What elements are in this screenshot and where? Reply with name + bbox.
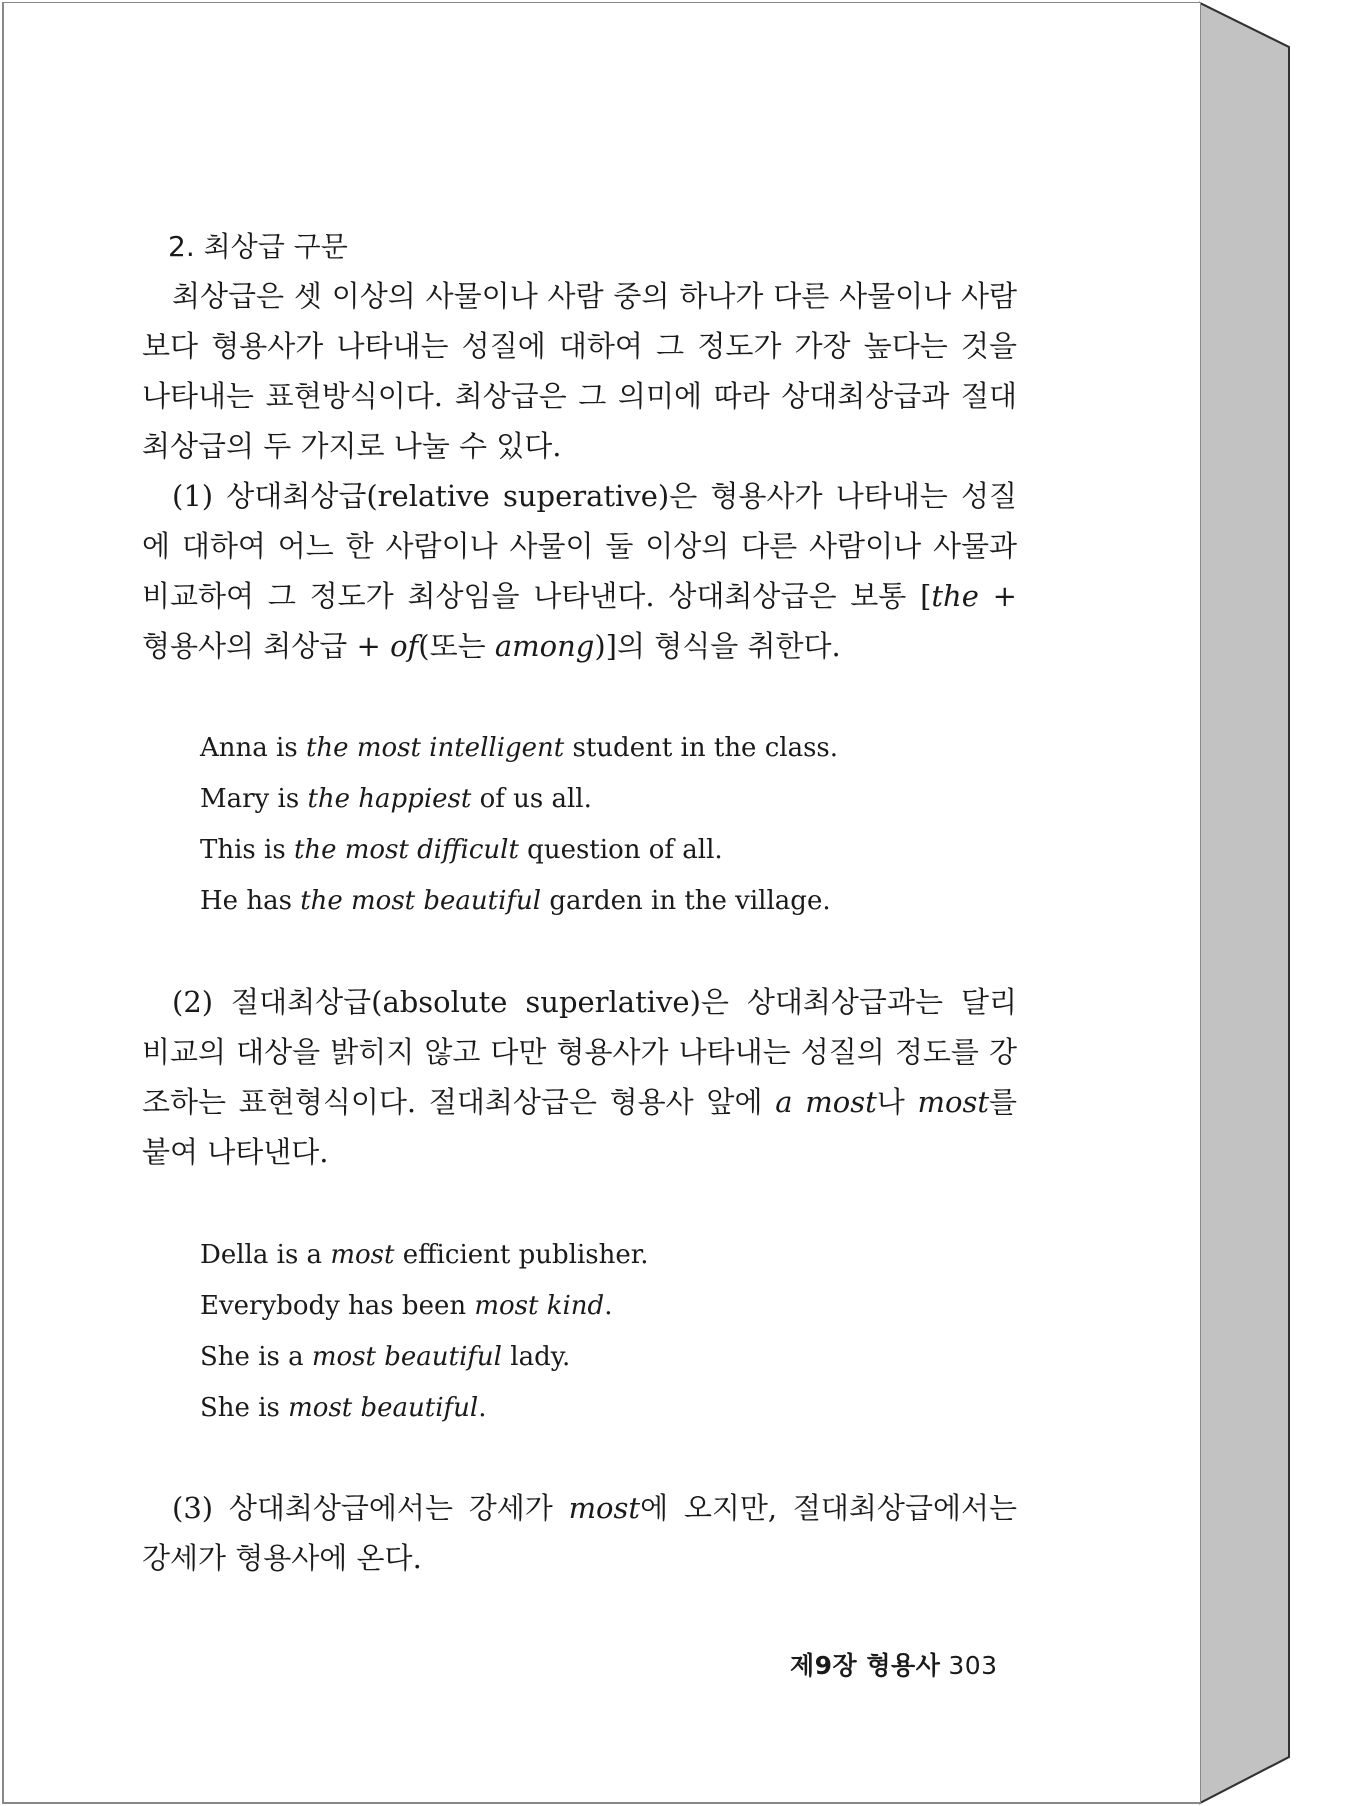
running-footer — [790, 1646, 998, 1682]
absolute-a-most: a most — [775, 1085, 877, 1119]
absolute-text-2: 나 — [876, 1085, 918, 1119]
relative-text-1: (1) 상대최상급(relative superative)은 형용사가 나타내는 성질에 대하여 어느 한 사람이나 사물이 둘 이상의 다른 사람이나 사물과 비교하여 그 정도가 최상임을 나타낸다. 상대최상급은 보통 [ — [142, 479, 1017, 613]
example-sentence: Mary is the happiest of us all. — [200, 784, 592, 814]
intro-text: 최상급은 셋 이상의 사물이나 사람 중의 하나가 다른 사물이나 사람보다 형용사가 나타내는 성질에 대하여 그 정도가 가장 높다는 것을 나타내는 표현방식이다. 최상급은 그 의미에 따라 상대최상급과 절대최상급의 두 가지로 나눌 수 있다. — [142, 279, 1017, 463]
page-number: 303 — [948, 1651, 998, 1680]
relative-text-4: )]의 형식을 취한다. — [594, 629, 841, 663]
section-heading: 2. 최상급 구문 — [168, 230, 348, 263]
absolute-examples-list — [200, 1230, 900, 1434]
relative-text-3: (또는 — [418, 629, 495, 663]
absolute-superlative-paragraph — [142, 977, 1017, 1177]
relative-of: of — [390, 629, 419, 663]
example-sentence: Della is a most efficient publisher. — [200, 1240, 649, 1270]
relative-examples-list — [200, 723, 900, 927]
absolute-most: most — [917, 1085, 989, 1119]
intro-paragraph — [142, 271, 1017, 471]
example-sentence: This is the most difficult question of all. — [200, 835, 723, 865]
example-sentence: He has the most beautiful garden in the village. — [200, 886, 831, 916]
stress-most: most — [568, 1491, 641, 1525]
relative-the: the — [931, 579, 979, 613]
book-spine-face — [1200, 3, 1289, 1803]
relative-among: among — [494, 629, 595, 663]
chapter-title: 제9장 형용사 — [790, 1651, 941, 1680]
book-page — [4, 3, 1200, 1802]
relative-superlative-paragraph — [142, 471, 1017, 671]
example-sentence: She is a most beautiful lady. — [200, 1342, 571, 1372]
example-sentence: She is most beautiful. — [200, 1393, 487, 1423]
stress-paragraph — [142, 1483, 1017, 1583]
stress-text-2: 에 오지만, 절대최상급에서는 강세가 형용사에 온다. — [142, 1491, 1017, 1575]
stress-text-1: (3) 상대최상급에서는 강세가 — [172, 1491, 569, 1525]
absolute-text-1: (2) 절대최상급(absolute superlative)은 상대최상급과는 달리 비교의 대상을 밝히지 않고 다만 형용사가 나타내는 성질의 정도를 강조하는 표현형식이다. 절대최상급은 형용사 앞에 — [142, 985, 1017, 1119]
relative-text-2: + 형용사의 최상급 + — [142, 579, 1017, 663]
example-sentence: Everybody has been most kind. — [200, 1291, 613, 1321]
example-sentence: Anna is the most intelligent student in the class. — [200, 733, 839, 763]
absolute-text-3: 를 붙여 나타낸다. — [142, 1085, 1018, 1169]
